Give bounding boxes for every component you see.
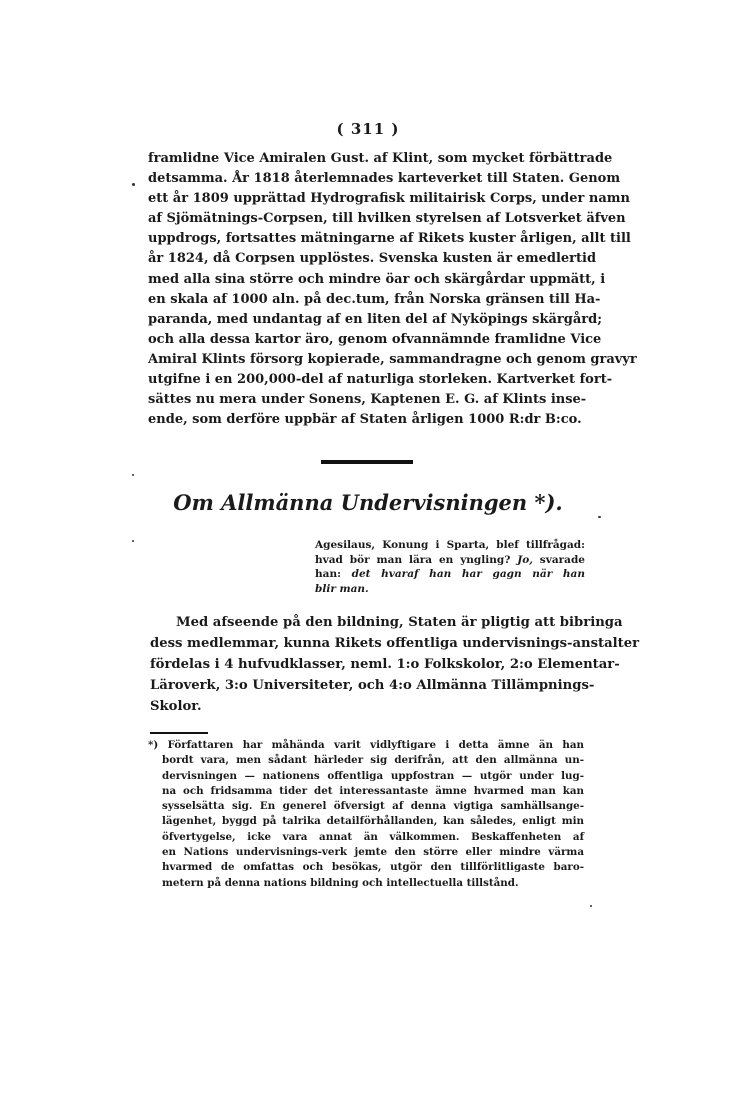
text-line: af Sjömätnings-Corpsen, till hvilken styrelsen af Lotsverket äfven	[148, 211, 626, 227]
footnote-line: öfvertygelse, icke vara annat än välkommen. Beskaffenheten af	[162, 830, 584, 843]
text-line: ett år 1809 upprättad Hydrografisk militairisk Corps, under namn	[148, 191, 631, 207]
epigraph-italic-text: det hvaraf han har gagn när han	[351, 568, 585, 580]
footnote-line: bordt vara, men sådant härleder sig derifrån, att den allmänna un-	[162, 754, 584, 767]
paragraph-karteverket	[148, 149, 637, 430]
footnote-line: *) Författaren har måhända varit vidlyftigare i detta ämne än han	[148, 739, 584, 751]
footnote-rule	[150, 732, 208, 734]
epigraph	[315, 538, 585, 596]
print-speck	[132, 474, 134, 476]
text-line: Med afseende på den bildning, Staten är pligtig att bibringa	[176, 615, 623, 630]
text-line: dess medlemmar, kunna Rikets offentliga undervisnings-anstalter	[150, 636, 640, 651]
epigraph-italic-text: Jo,	[517, 553, 533, 566]
text-line: paranda, med undantag af en liten del af Nyköpings skärgård;	[148, 311, 603, 327]
text-line: Amiral Klints försorg kopierade, sammandragne och genom gravyr	[148, 351, 637, 367]
print-speck	[590, 905, 592, 907]
print-speck	[598, 516, 601, 518]
footnote-line: sysselsätta sig. En generel öfversigt af denna vigtiga samhällsange-	[162, 800, 584, 813]
epigraph-line: Agesilaus, Konung i Sparta, blef tillfrågad:	[315, 539, 585, 551]
section-divider-rule	[321, 460, 413, 464]
text-line: år 1824, då Corpsen upplöstes. Svenska kusten är emedlertid	[148, 251, 597, 267]
epigraph-line	[315, 553, 585, 568]
epigraph-text: hvad bör man lära en yngling?	[315, 553, 518, 566]
footnote-line: hvarmed de omfattas och besökas, utgör den tillförlitligaste baro-	[162, 861, 584, 874]
epigraph-text: svarade	[532, 553, 585, 566]
footnote-line: dervisningen — nationens offentliga uppfostran — utgör under lug-	[162, 769, 584, 782]
paragraph-undervisning	[150, 612, 640, 717]
text-line: uppdrogs, fortsattes mätningarne af Rikets kuster årligen, allt till	[148, 231, 631, 247]
footnote	[148, 738, 584, 891]
footnote-line: en Nations undervisnings-verk jemte den större eller mindre värma	[162, 846, 584, 859]
epigraph-text: han:	[315, 568, 352, 580]
text-line: Skolor.	[150, 699, 202, 714]
text-line: utgifne i en 200,000-del af naturliga storleken. Kartverket fort-	[148, 372, 613, 388]
text-line: framlidne Vice Amiralen Gust. af Klint, som mycket förbättrade	[148, 151, 613, 166]
text-line: Läroverk, 3:o Universiteter, och 4:o Allmänna Tillämpnings-	[150, 678, 595, 693]
footnote-line: metern på denna nations bildning och intellectuella tillstånd.	[162, 876, 519, 889]
text-line: detsamma. År 1818 återlemnades karteverket till Staten. Genom	[148, 171, 621, 187]
text-line: en skala af 1000 aln. på dec.tum, från Norska gränsen till Ha-	[148, 291, 601, 307]
text-line: fördelas i 4 hufvudklasser, neml. 1:o Folkskolor, 2:o Elementar-	[150, 657, 620, 672]
text-line: sättes nu mera under Sonens, Kaptenen E. G. af Klints inse-	[148, 392, 587, 408]
page-number: ( 311 )	[336, 120, 400, 138]
text-line: ende, som derföre uppbär af Staten årligen 1000 R:dr B:co.	[148, 412, 582, 428]
section-heading: Om Allmänna Undervisningen *).	[173, 490, 563, 515]
text-line: med alla sina större och mindre öar och skärgårdar uppmätt, i	[148, 271, 606, 287]
print-speck	[132, 540, 134, 542]
footnote-line: lägenhet, byggd på talrika detailförhållanden, kan således, enligt min	[162, 815, 584, 828]
print-speck	[132, 183, 135, 186]
epigraph-line: blir man.	[315, 582, 369, 595]
text-line: och alla dessa kartor äro, genom ofvannämnde framlidne Vice	[148, 331, 602, 347]
footnote-line: na och fridsamma tider det interessantaste ämne hvarmed man kan	[162, 784, 584, 797]
epigraph-line	[315, 567, 585, 582]
